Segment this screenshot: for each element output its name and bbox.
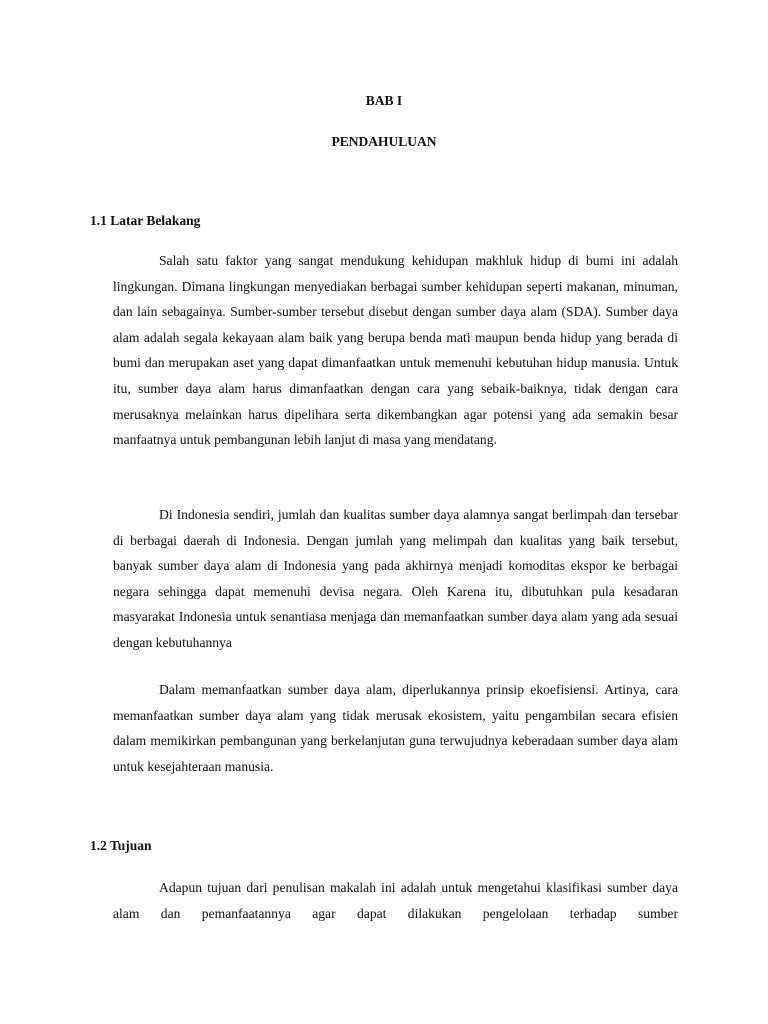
chapter-title: PENDAHULUAN	[331, 134, 437, 149]
paragraph-tujuan-1: Adapun tujuan dari penulisan makalah ini adalah untuk mengetahui klasifikasi sumber daya alam dan pemanfaatannya agar dapat dilakukan pengelolaan terhadap sumber	[113, 880, 678, 921]
section-title-tujuan: 1.2 Tujuan	[90, 838, 152, 853]
chapter-label: BAB I	[365, 93, 403, 108]
paragraph-latar-belakang-2: Di Indonesia sendiri, jumlah dan kualitas sumber daya alamnya sangat berlimpah dan tersebar di berbagai daerah di Indonesia. Dengan jumlah yang melimpah dan kualitas yang baik tersebut, banyak sumber daya alam di Indonesia yang pada akhirnya menjadi komoditas ekspor ke berbagai negara sehingga dapat memenuhi devisa negara. Oleh Karena itu, dibutuhkan pula kesadaran masyarakat Indonesia untuk senantiasa menjaga dan memanfaatkan sumber daya alam yang ada sesuai dengan kebutuhannya	[113, 507, 678, 650]
paragraph-latar-belakang-1: Salah satu faktor yang sangat mendukung kehidupan makhluk hidup di bumi ini adalah lingkungan. Dimana lingkungan menyediakan berbagai sumber kehidupan seperti makanan, minuman, dan lain sebagainya. Sumber-sumber tersebut disebut dengan sumber daya alam (SDA). Sumber daya alam adalah segala kekayaan alam baik yang berupa benda mati maupun benda hidup yang berada di bumi dan merupakan aset yang dapat dimanfaatkan untuk memenuhi kebutuhan hidup manusia. Untuk itu, sumber daya alam harus dimanfaatkan dengan cara yang sebaik-baiknya, tidak dengan cara merusaknya melainkan harus dipelihara serta dikembangkan agar potensi yang ada semakin besar manfaatnya untuk pembangunan lebih lanjut di masa yang mendatang.	[113, 253, 678, 448]
section-title-latar-belakang: 1.1 Latar Belakang	[90, 213, 201, 228]
paragraph-latar-belakang-3: Dalam memanfaatkan sumber daya alam, diperlukannya prinsip ekoefisiensi. Artinya, cara memanfaatkan sumber daya alam yang tidak merusak ekosistem, yaitu pengambilan secara efisien dalam memikirkan pembangunan yang berkelanjutan guna terwujudnya keberadaan sumber daya alam untuk kesejahteraan manusia.	[113, 682, 678, 774]
